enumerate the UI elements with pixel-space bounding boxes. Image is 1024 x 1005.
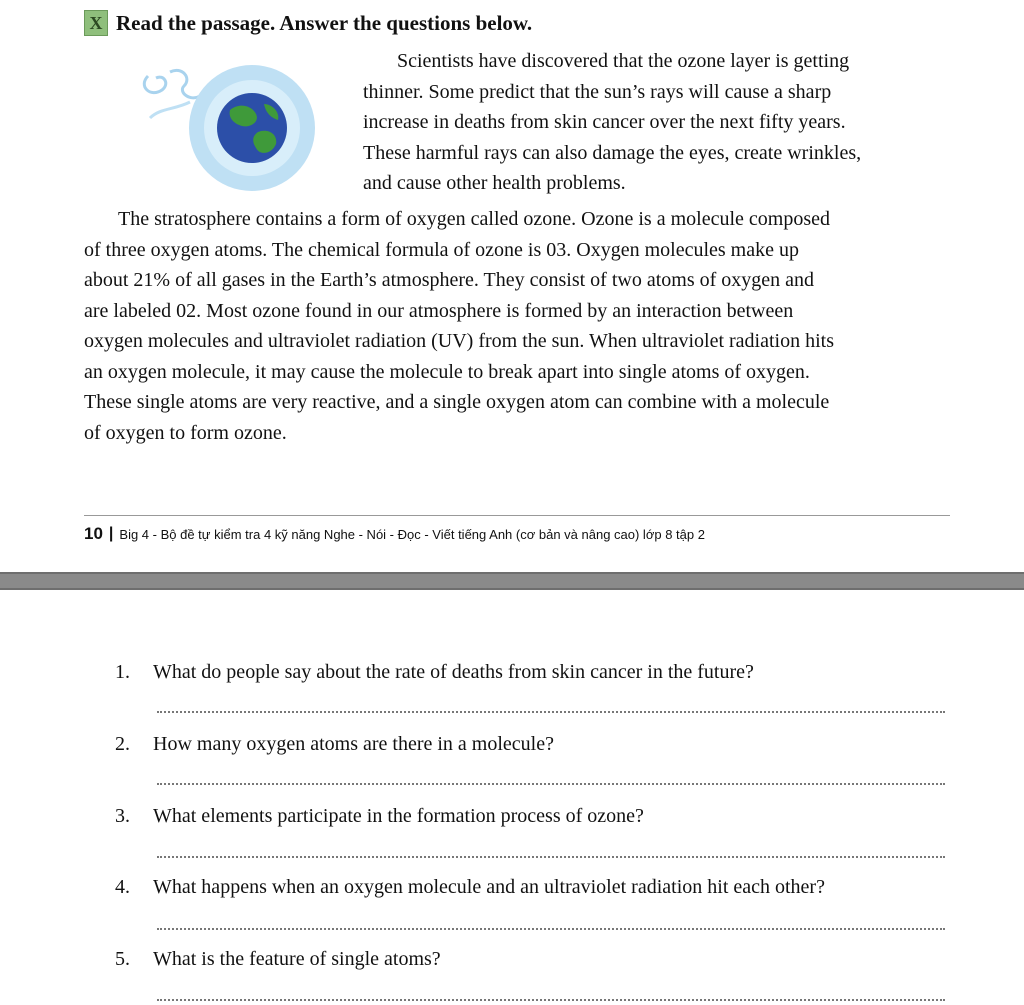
passage-line: oxygen molecules and ultraviolet radiation (UV) from the sun. When ultraviolet radiation hits (84, 330, 834, 352)
passage-line: thinner. Some predict that the sun’s rays will cause a sharp (363, 80, 832, 103)
question-item (115, 872, 945, 902)
footer-separator: | (108, 525, 114, 542)
passage-line: about 21% of all gases in the Earth’s atmosphere. They consist of two atoms of oxygen and (84, 269, 815, 291)
earth-globe (217, 93, 287, 163)
book-title: Big 4 - Bộ đề tự kiểm tra 4 kỹ năng Nghe - Nói - Đọc - Viết tiếng Anh (cơ bản và nâng cao) lớp 8 tập 2 (119, 526, 705, 542)
instruction-text: Read the passage. Answer the questions below. (116, 10, 533, 35)
passage-line: These harmful rays can also damage the eyes, create wrinkles, (363, 141, 862, 164)
ozone-swirl (144, 76, 166, 93)
question-number: 4. (115, 875, 130, 898)
question-item (115, 657, 945, 687)
passage-line: and cause other health problems. (363, 172, 626, 194)
passage-line: of oxygen to form ozone. (84, 421, 287, 444)
question-text: What is the feature of single atoms? (153, 947, 441, 970)
passage-line: are labeled 02. Most ozone found in our atmosphere is formed by an interaction between (84, 299, 794, 322)
answer-line[interactable] (157, 711, 945, 713)
page-footer (84, 521, 705, 547)
question-text: What happens when an oxygen molecule and an ultraviolet radiation hit each other? (153, 875, 825, 898)
answer-line[interactable] (157, 999, 945, 1001)
passage-line: increase in deaths from skin cancer over the next fifty years. (363, 111, 846, 133)
question-item (115, 944, 945, 974)
passage-line: of three oxygen atoms. The chemical formula of ozone is 03. Oxygen molecules make up (84, 238, 799, 261)
earth-ozone-illustration (130, 58, 330, 200)
question-number: 2. (115, 732, 130, 755)
question-number: 3. (115, 804, 130, 827)
page-number: 10 (84, 524, 103, 543)
question-text: How many oxygen atoms are there in a molecule? (153, 732, 554, 755)
answer-line[interactable] (157, 783, 945, 785)
question-number: 1. (115, 660, 130, 683)
question-item (115, 729, 945, 759)
passage-intro (363, 46, 949, 199)
page-lower (0, 590, 1024, 1005)
ozone-swirl (170, 70, 200, 97)
passage-line: an oxygen molecule, it may cause the molecule to break apart into single atoms of oxygen. (84, 360, 810, 383)
page-break-divider (0, 572, 1024, 590)
footer-divider (84, 515, 950, 516)
section-mark-icon: X (84, 10, 108, 36)
passage-line: These single atoms are very reactive, and a single oxygen atom can combine with a molecule (84, 391, 830, 413)
passage-line: Scientists have discovered that the ozone layer is getting (397, 50, 850, 72)
question-item (115, 801, 945, 831)
exercise-heading (84, 8, 532, 38)
answer-line[interactable] (157, 856, 945, 858)
answer-line[interactable] (157, 928, 945, 930)
ozone-swirl (150, 102, 190, 118)
passage-body (84, 204, 949, 448)
passage-line: The stratosphere contains a form of oxygen called ozone. Ozone is a molecule composed (118, 208, 830, 230)
question-number: 5. (115, 947, 130, 970)
question-text: What do people say about the rate of deaths from skin cancer in the future? (153, 660, 754, 683)
question-text: What elements participate in the formation process of ozone? (153, 804, 644, 827)
